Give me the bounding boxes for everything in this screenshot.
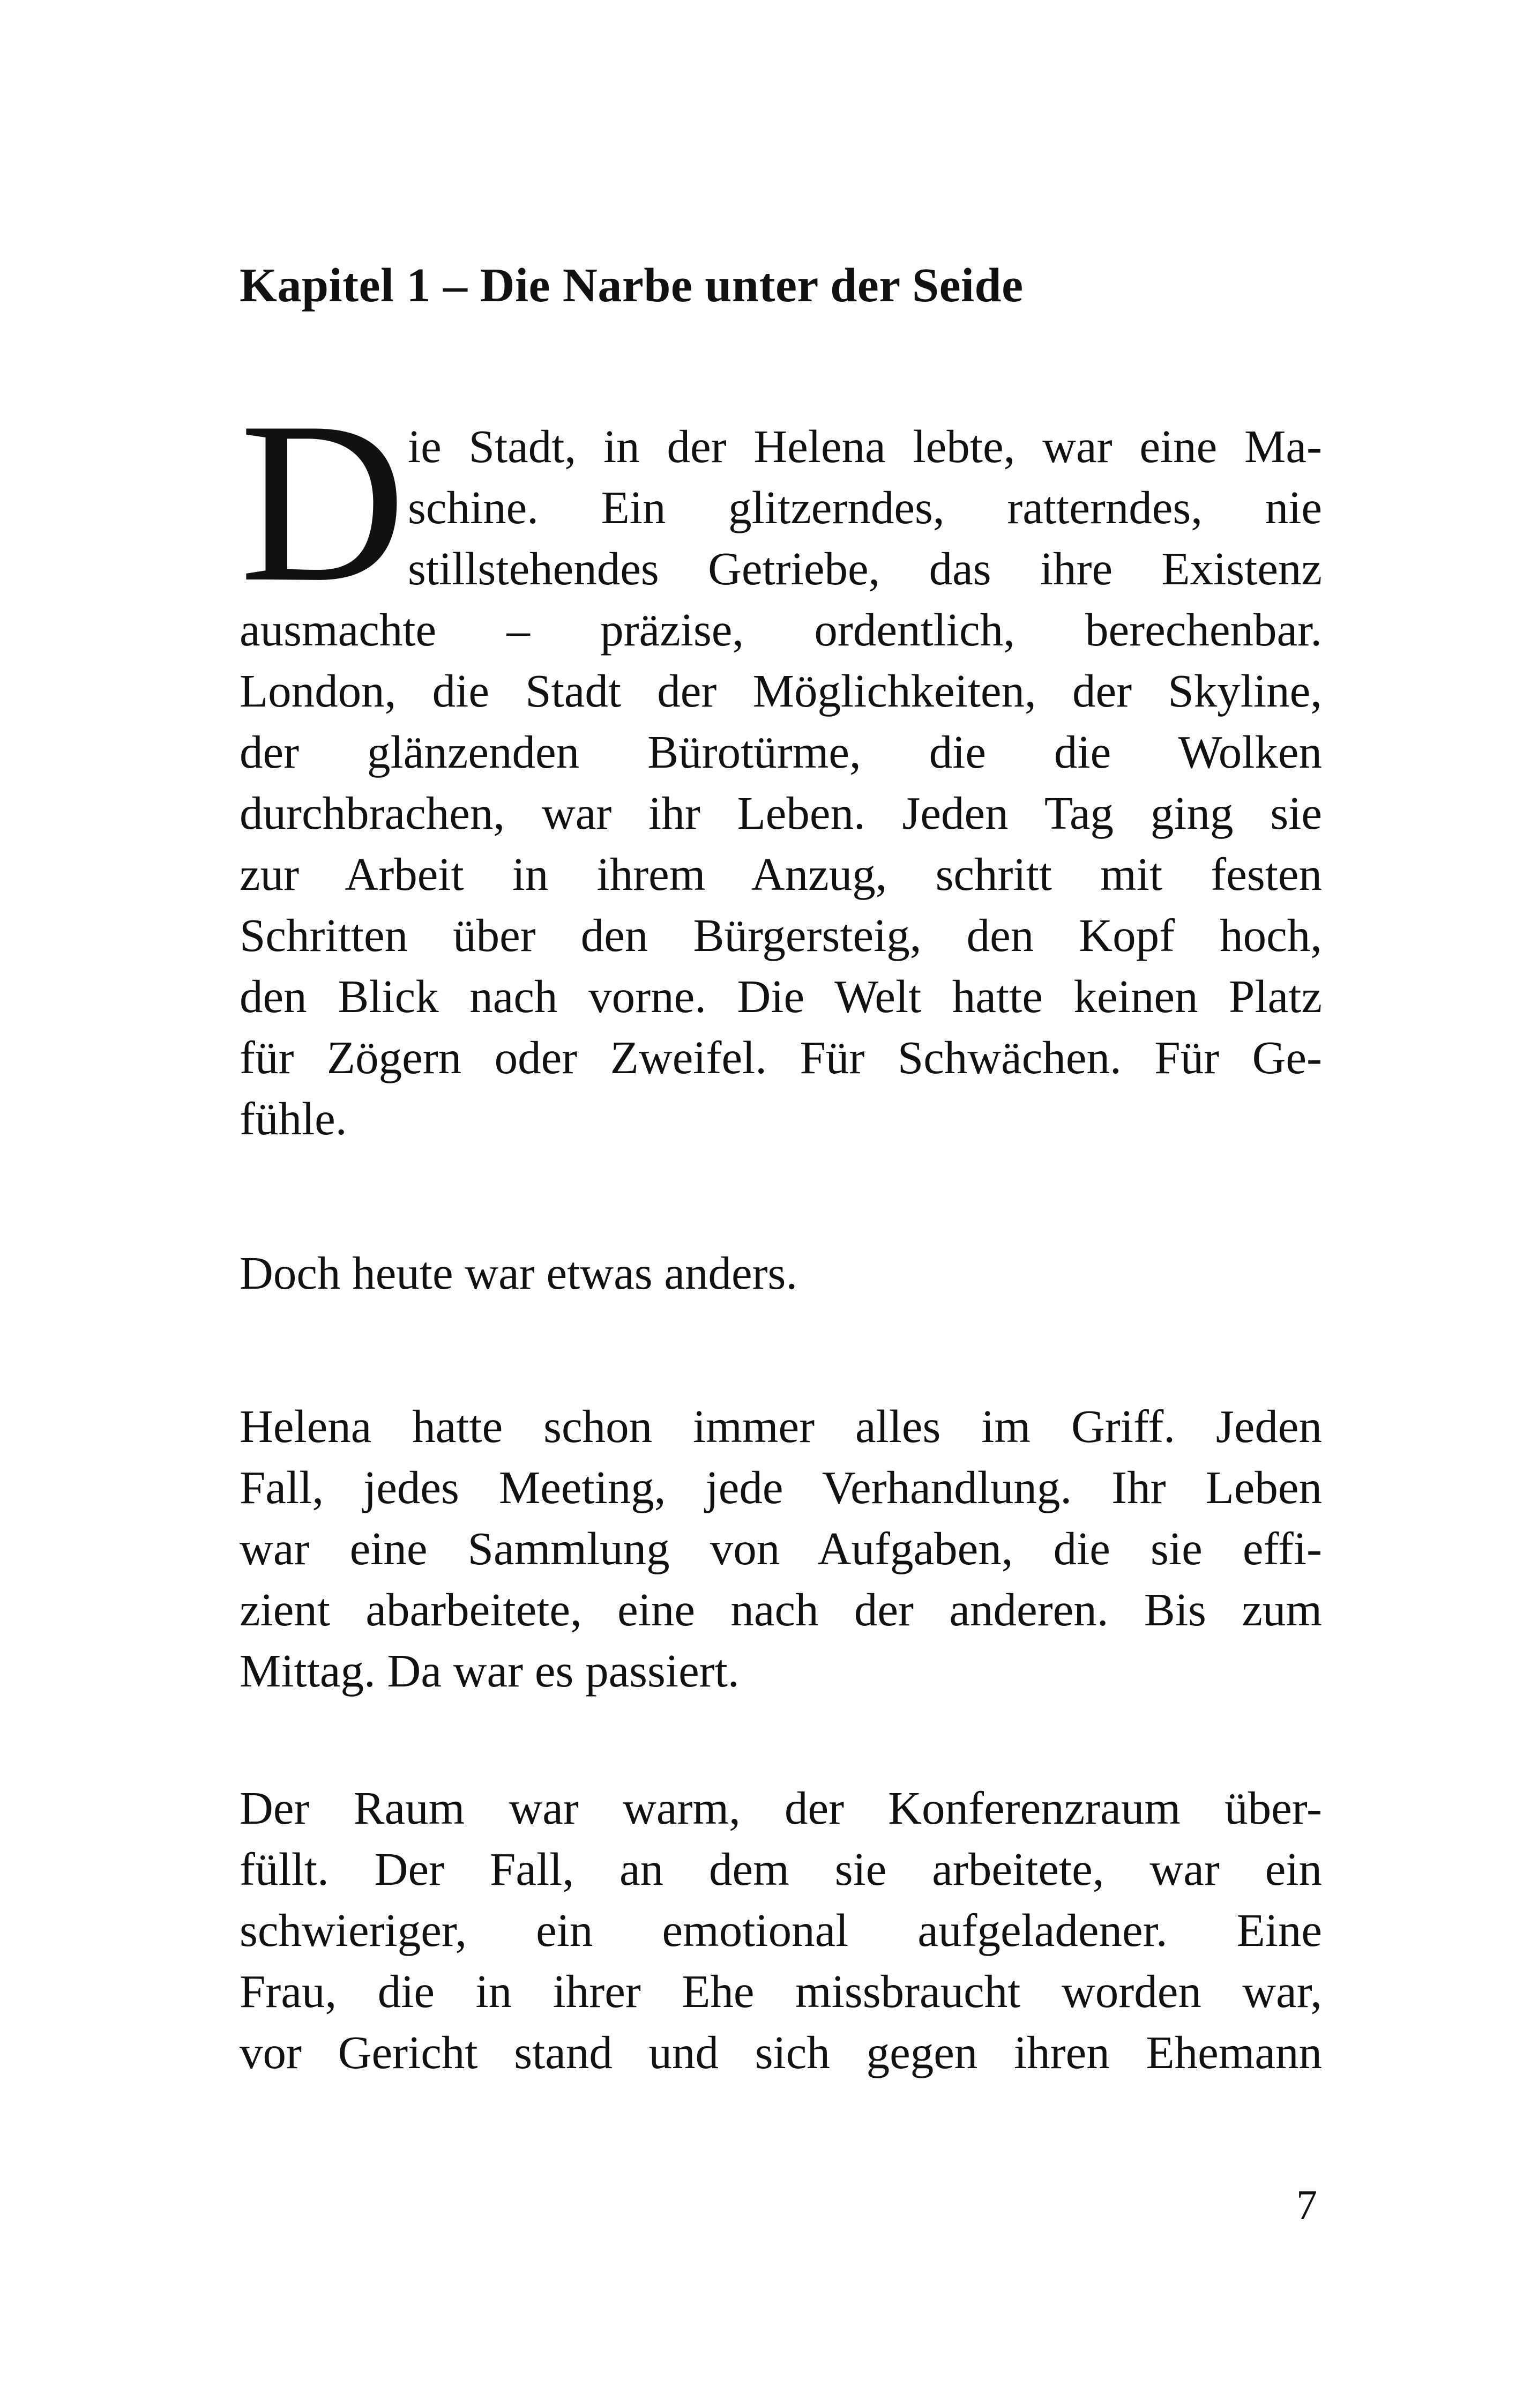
text-line: Helena hatte schon immer alles im Griff. Jeden xyxy=(240,1400,1322,1452)
drop-cap: D xyxy=(240,375,406,630)
text-line: stillstehendes Getriebe, das ihre Existenz xyxy=(408,542,1322,594)
text-line: Mittag. Da war es passiert. xyxy=(240,1645,740,1697)
text-line: Der Raum war warm, der Konferenzraum über- xyxy=(240,1782,1322,1834)
text-line: ausmachte – präzise, ordentlich, berechenbar. xyxy=(240,604,1322,656)
text-line: Doch heute war etwas anders. xyxy=(240,1247,798,1299)
chapter-title: Kapitel 1 – Die Narbe unter der Seide xyxy=(240,259,1024,312)
text-line: Schritten über den Bürgersteig, den Kopf hoch, xyxy=(240,909,1322,961)
text-line: war eine Sammlung von Aufgaben, die sie effi- xyxy=(240,1522,1322,1574)
text-line: zient abarbeitete, eine nach der anderen. Bis zum xyxy=(240,1584,1322,1636)
text-line: ie Stadt, in der Helena lebte, war eine Ma- xyxy=(408,420,1322,472)
text-line: Frau, die in ihrer Ehe missbraucht worden war, xyxy=(240,1965,1322,2017)
text-line: den Blick nach vorne. Die Welt hatte keinen Platz xyxy=(240,970,1322,1022)
paragraph-1 xyxy=(240,375,1322,1149)
paragraph-4 xyxy=(240,1778,1322,2083)
text-line: London, die Stadt der Möglichkeiten, der Skyline, xyxy=(240,665,1322,717)
paragraph-3 xyxy=(240,1396,1322,1701)
text-line: füllt. Der Fall, an dem sie arbeitete, war ein xyxy=(240,1843,1322,1895)
text-line: Fall, jedes Meeting, jede Verhandlung. Ihr Leben xyxy=(240,1461,1322,1513)
text-line: vor Gericht stand und sich gegen ihren Ehemann xyxy=(240,2026,1322,2078)
text-line: zur Arbeit in ihrem Anzug, schritt mit festen xyxy=(240,848,1322,900)
text-line: durchbrachen, war ihr Leben. Jeden Tag ging sie xyxy=(240,787,1322,839)
text-line: der glänzenden Bürotürme, die die Wolken xyxy=(240,726,1322,778)
page-number: 7 xyxy=(1296,2181,1317,2228)
paragraph-2 xyxy=(240,1243,1322,1304)
text-line: schine. Ein glitzerndes, ratterndes, nie xyxy=(408,481,1322,533)
text-line: schwieriger, ein emotional aufgeladener. Eine xyxy=(240,1904,1322,1956)
text-line: für Zögern oder Zweifel. Für Schwächen. Für Ge- xyxy=(240,1031,1322,1083)
text-line: fühle. xyxy=(240,1092,347,1144)
